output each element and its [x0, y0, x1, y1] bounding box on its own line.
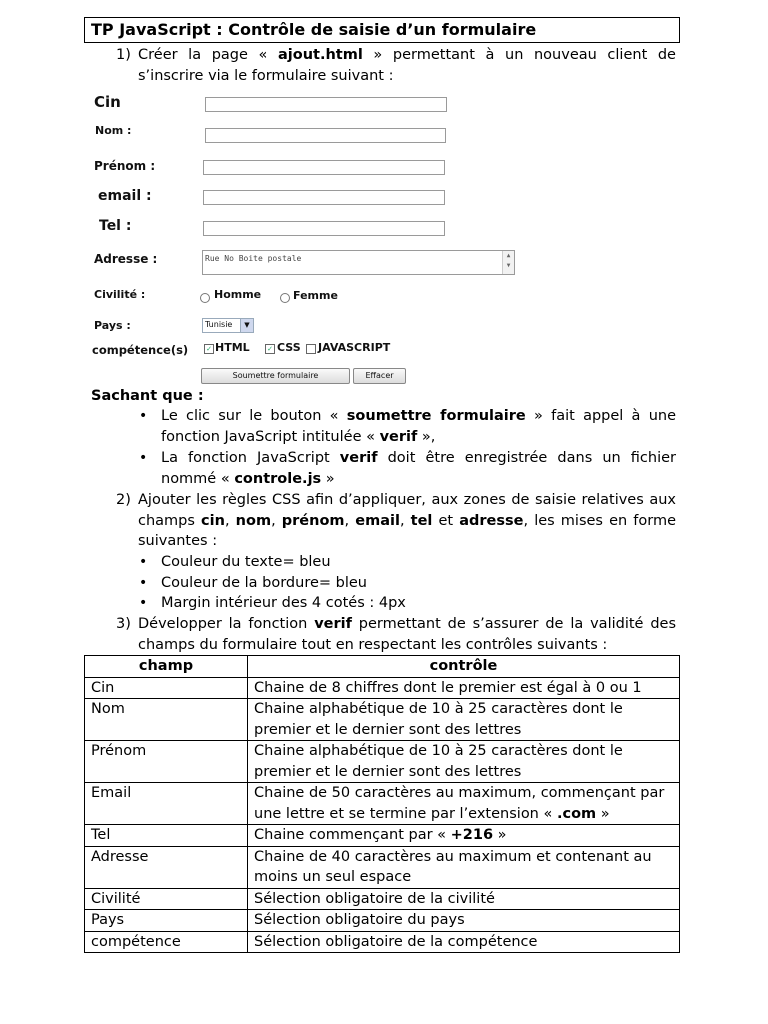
s2-f2: nom [235, 512, 272, 529]
s2-sep: , [224, 512, 236, 529]
step-1-number: 1) [116, 47, 131, 63]
nom-label: Nom : [95, 124, 132, 137]
table-row [85, 888, 680, 910]
bullet-dot: • [139, 595, 148, 611]
step-3-text [138, 614, 676, 655]
table-cell-champ: Prénom [85, 741, 248, 783]
civilite-label: Civilité : [94, 288, 146, 301]
table-header-row [85, 656, 680, 678]
b1-bold2: verif [379, 428, 418, 445]
radio-homme[interactable] [200, 293, 210, 303]
step-2-text [138, 490, 676, 552]
table-cell-champ: Cin [85, 677, 248, 699]
form-illustration [90, 90, 520, 388]
prenom-input[interactable] [203, 160, 445, 175]
table-row [85, 741, 680, 783]
checkbox-css[interactable]: ✓ [265, 344, 275, 354]
tel-rule-end: » [493, 827, 507, 843]
css-rule-3: Margin intérieur des 4 cotés : 4px [161, 595, 406, 611]
checkbox-css-label: CSS [277, 341, 301, 354]
s2-sep: , [344, 512, 356, 529]
table-row [85, 825, 680, 847]
table-cell-controle [248, 825, 680, 847]
step-1-post: » permettant à un nouveau client de s’inscrire via le formulaire suivant : [138, 47, 676, 84]
radio-femme[interactable] [280, 293, 290, 303]
b1-bold: soumettre formulaire [346, 408, 526, 424]
tel-input[interactable] [203, 221, 445, 236]
pays-selected-value: Tunisie [205, 320, 233, 329]
radio-femme-label: Femme [293, 289, 338, 302]
css-rule-2: Couleur de la bordure= bleu [161, 575, 367, 591]
s2-f6: adresse [459, 512, 524, 529]
b2-mid: doit être enregistrée dans un fichier nommé « [161, 450, 676, 487]
bullet-dot: • [139, 575, 148, 591]
s3-bold: verif [314, 616, 352, 632]
prenom-label: Prénom : [94, 159, 156, 173]
table-cell-champ: Tel [85, 825, 248, 847]
table-cell-champ: Pays [85, 910, 248, 932]
sachant-heading: Sachant que : [91, 388, 204, 404]
adresse-label: Adresse : [94, 252, 158, 266]
textarea-scrollbar[interactable] [502, 251, 514, 274]
checkbox-html[interactable]: ✓ [204, 344, 214, 354]
b1-pre: Le clic sur le bouton « [161, 408, 347, 424]
cin-label: Cin [94, 93, 121, 111]
table-row [85, 677, 680, 699]
table-cell-champ: Nom [85, 699, 248, 741]
step-3-number: 3) [116, 616, 131, 632]
table-cell-controle: Sélection obligatoire de la civilité [248, 888, 680, 910]
tel-label: Tel : [99, 218, 132, 234]
step-1-pre: Créer la page « [138, 47, 278, 63]
checkbox-javascript-label: JAVASCRIPT [318, 341, 391, 354]
s2-and: et [432, 512, 460, 529]
s2-f4: email [355, 512, 400, 529]
s2-t2: , les mises en forme suivantes : [138, 512, 677, 549]
step-2-number: 2) [116, 492, 131, 508]
adresse-value: Rue No Boite postale [205, 254, 302, 263]
table-row [85, 783, 680, 825]
table-row [85, 699, 680, 741]
table-header-controle: contrôle [248, 656, 680, 678]
bullet-controle-js [161, 448, 676, 489]
table-row [85, 846, 680, 888]
s2-f1: cin [201, 512, 225, 529]
scroll-down-icon: ▼ [506, 262, 511, 269]
bullet-dot: • [139, 408, 148, 424]
s2-sep: , [399, 512, 411, 529]
s2-f5: tel [410, 512, 433, 529]
s3-t1: Développer la fonction [138, 616, 315, 632]
step-1-filename: ajout.html [278, 47, 363, 63]
b2-pre: La fonction JavaScript [161, 450, 340, 466]
reset-button[interactable]: Effacer [353, 368, 406, 384]
b2-bold: verif [339, 450, 378, 466]
checkbox-javascript[interactable] [306, 344, 316, 354]
tel-rule-text: Chaine commençant par « [254, 827, 451, 843]
table-cell-controle: Chaine de 40 caractères au maximum et contenant au moins un seul espace [248, 846, 680, 888]
chevron-down-icon: ▼ [240, 319, 253, 332]
table-row [85, 910, 680, 932]
competence-label: compétence(s) [92, 343, 189, 357]
b2-post: » [321, 470, 335, 487]
submit-button[interactable]: Soumettre formulaire [201, 368, 350, 384]
cin-input[interactable] [205, 97, 447, 112]
email-extension: .com [556, 805, 597, 822]
email-rule-end: » [596, 805, 610, 822]
pays-label: Pays : [94, 319, 131, 332]
table-cell-controle: Chaine alphabétique de 10 à 25 caractères dont le premier et le dernier sont des lettres [248, 699, 680, 741]
s2-f3: prénom [281, 512, 345, 529]
tel-prefix: +216 [450, 827, 494, 843]
table-cell-champ: compétence [85, 931, 248, 953]
css-rule-1: Couleur du texte= bleu [161, 554, 331, 570]
adresse-textarea[interactable] [202, 250, 515, 275]
checkbox-html-label: HTML [215, 341, 250, 354]
table-cell-champ: Email [85, 783, 248, 825]
b2-bold2: controle.js [234, 470, 322, 487]
table-row [85, 931, 680, 953]
email-input[interactable] [203, 190, 445, 205]
bullet-dot: • [139, 554, 148, 570]
table-cell-controle [248, 783, 680, 825]
table-cell-controle: Chaine de 8 chiffres dont le premier est égal à 0 ou 1 [248, 677, 680, 699]
table-cell-controle: Sélection obligatoire du pays [248, 910, 680, 932]
table-cell-champ: Civilité [85, 888, 248, 910]
s2-t1: Ajouter les règles CSS afin d’appliquer, aux zones de saisie relatives aux champs [138, 492, 676, 529]
step-1-text [138, 45, 676, 86]
bullet-onclick [161, 406, 676, 447]
table-header-champ: champ [85, 656, 248, 678]
email-rule-text: Chaine de 50 caractères au maximum, commençant par une lettre et se termine par l’extension « [254, 785, 665, 822]
b1-post: », [417, 428, 436, 445]
document-title: TP JavaScript : Contrôle de saisie d’un formulaire [84, 17, 680, 43]
nom-input[interactable] [205, 128, 446, 143]
bullet-dot: • [139, 450, 148, 466]
b1-mid: » fait appel à une fonction JavaScript intitulée « [161, 408, 676, 445]
pays-select[interactable] [202, 318, 254, 333]
email-label: email : [98, 188, 152, 204]
table-cell-controle: Chaine alphabétique de 10 à 25 caractères dont le premier et le dernier sont des lettres [248, 741, 680, 783]
scroll-up-icon: ▲ [506, 252, 511, 259]
s2-sep: , [271, 512, 282, 529]
table-cell-champ: Adresse [85, 846, 248, 888]
radio-homme-label: Homme [214, 288, 262, 301]
table-cell-controle: Sélection obligatoire de la compétence [248, 931, 680, 953]
s3-t2: permettant de s’assurer de la validité des champs du formulaire tout en respectant les contrôles suivants : [138, 616, 676, 653]
controls-table [84, 655, 680, 953]
